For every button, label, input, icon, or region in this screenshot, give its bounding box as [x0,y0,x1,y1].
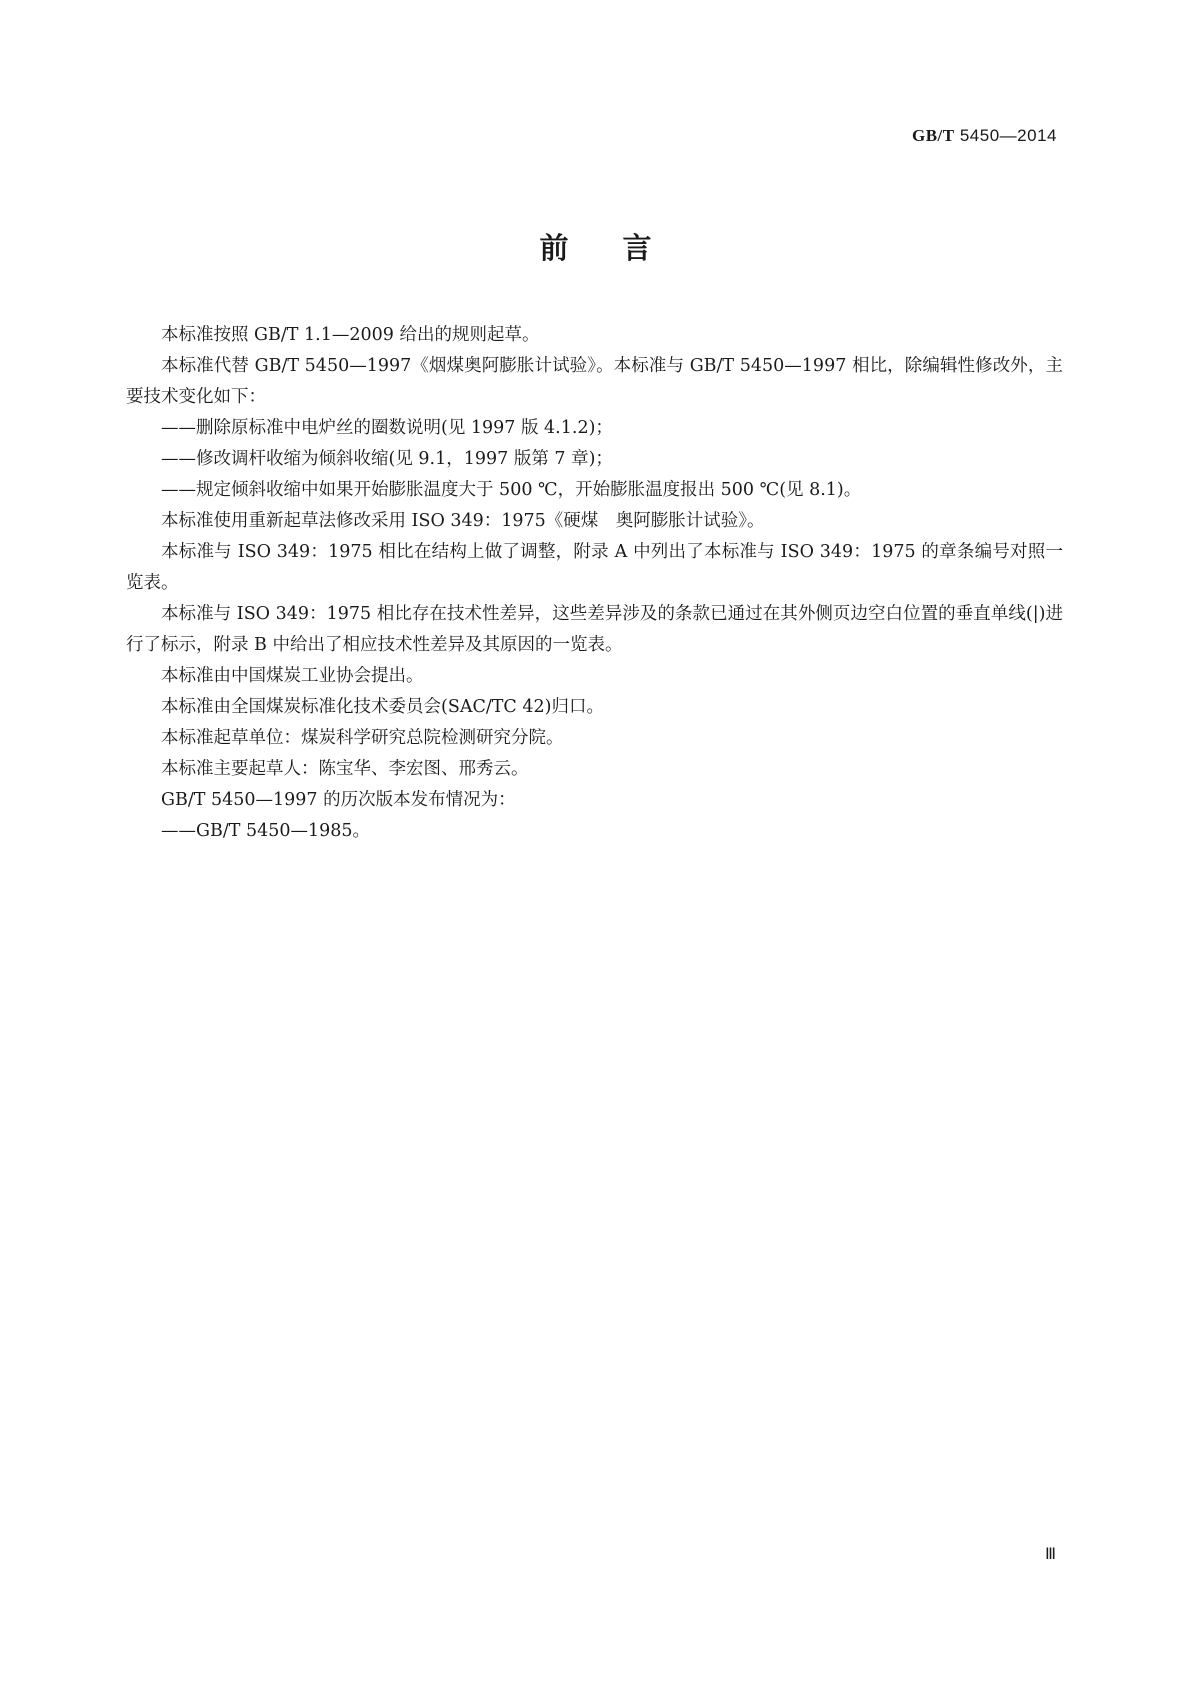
paragraph: 本标准与 ISO 349：1975 相比存在技术性差异，这些差异涉及的条款已通过在其外侧页边空白位置的垂直单线(|)进行了标示，附录 B 中给出了相应技术性差异及其原因的一览表。 [126,604,1063,655]
paragraph: GB/T 5450—1997 的历次版本发布情况为： [161,790,516,810]
standard-code-number: 5450—2014 [954,126,1057,145]
page-title: 前言 [539,231,706,265]
list-item: ——删除原标准中电炉丝的圈数说明(见 1997 版 4.1.2)； [161,418,613,438]
list-item: ——规定倾斜收缩中如果开始膨胀温度大于 500 ℃，开始膨胀温度报出 500 ℃(见 8.1)。 [161,480,862,500]
paragraph: 本标准由全国煤炭标准化技术委员会(SAC/TC 42)归口。 [161,697,604,717]
paragraph: 本标准使用重新起草法修改采用 ISO 349：1975《硬煤 奥阿膨胀计试验》。 [161,511,765,531]
paragraph: 本标准由中国煤炭工业协会提出。 [161,666,424,686]
page-number: Ⅲ [1044,1546,1056,1563]
list-item: ——修改调杆收缩为倾斜收缩(见 9.1，1997 版第 7 章)； [161,449,613,469]
foreword-body [126,320,1063,847]
paragraph: 本标准起草单位：煤炭科学研究总院检测研究分院。 [161,728,564,748]
standard-code [912,126,1057,146]
paragraph: 本标准主要起草人：陈宝华、李宏图、邢秀云。 [161,759,529,779]
paragraph: 本标准按照 GB/T 1.1—2009 给出的规则起草。 [161,325,540,345]
paragraph: 本标准与 ISO 349：1975 相比在结构上做了调整，附录 A 中列出了本标准与 ISO 349：1975 的章条编号对照一览表。 [126,542,1063,593]
list-item: ——GB/T 5450—1985。 [161,821,371,841]
standard-code-prefix: GB/T [912,126,955,145]
paragraph: 本标准代替 GB/T 5450—1997《烟煤奥阿膨胀计试验》。本标准与 GB/T 5450—1997 相比，除编辑性修改外，主要技术变化如下： [126,356,1063,407]
